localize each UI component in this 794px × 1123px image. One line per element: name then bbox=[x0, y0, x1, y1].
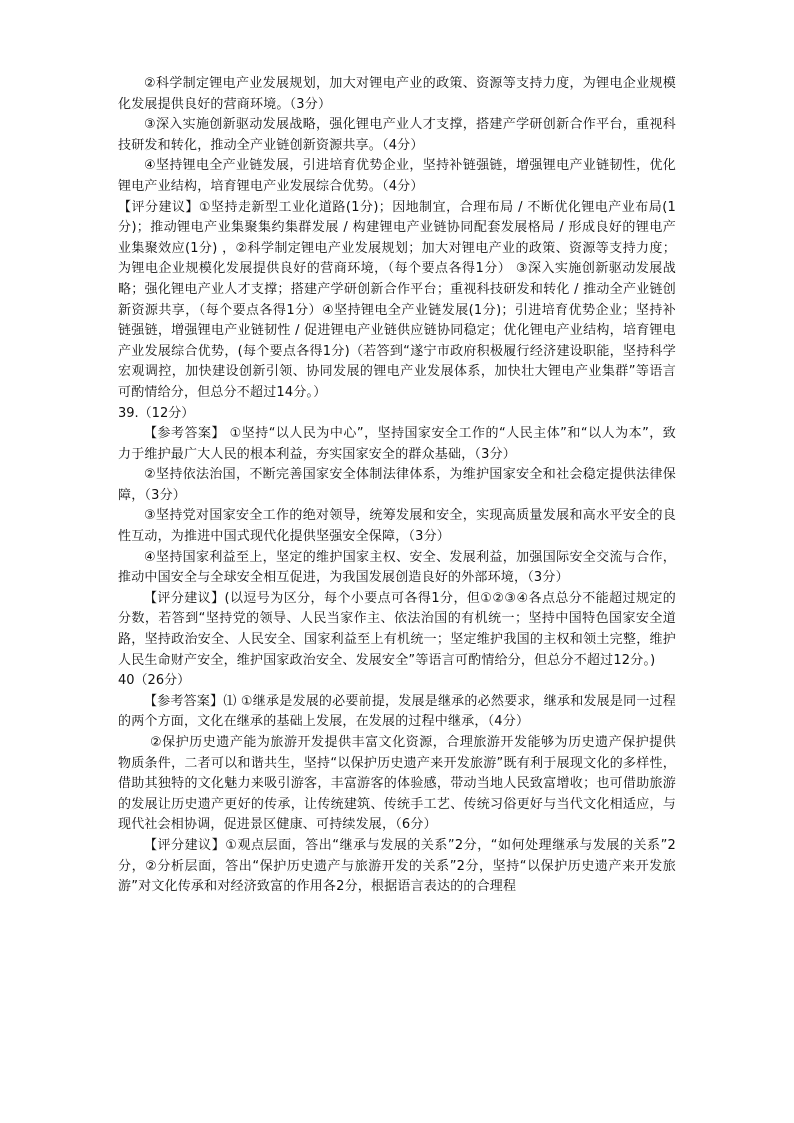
q38-answer-4: ④坚持锂电全产业链发展，引进培育优势企业，坚持补链强链，增强锂电产业链韧性，优化锂电产业结构，培育锂电产业发展综合优势。（4分） bbox=[118, 158, 676, 194]
q39-answer-3: ③坚持党对国家安全工作的绝对领导，统筹发展和安全，实现高质量发展和高水平安全的良性互动，为推进中国式现代化提供坚强安全保障，（3分） bbox=[118, 508, 676, 545]
q39-scoring-advice: 【评分建议】(以逗号为区分，每个小要点可各得1分，但①②③④各点总分不能超过规定的分数，若答到“坚持党的领导、人民当家作主、依法治国的有机统一；坚持中国特色国家安全道路，坚持政治安全、人民安全、国家利益至上有机统一；坚定维护我国的主权和领土完整，维护人民生命财产安全，维护国家政治安全、发展安全”等语言可酌情给分，但总分不超过12分。) bbox=[118, 590, 676, 668]
q40-scoring-advice: 【评分建议】①观点层面，答出“继承与发展的关系”2分，“如何处理继承与发展的关系”2分，②分析层面，答出“保护历史遗产与旅游开发的关系”2分，坚持“以保护历史遗产来开发旅游”对文化传承和对经济致富的作用各2分，根据语言表达的的合理程 bbox=[118, 837, 676, 895]
q39-header: 39.（12分） bbox=[118, 405, 195, 421]
q39-answer-4: ④坚持国家利益至上，坚定的维护国家主权、安全、发展利益，加强国际安全交流与合作，推动中国安全与全球安全相互促进，为我国发展创造良好的外部环境，（3分） bbox=[118, 549, 676, 586]
q38-scoring-advice: 【评分建议】①坚持走新型工业化道路(1分)；因地制宜，合理布局 / 不断优化锂电产业布局(1分)；推动锂电产业集聚集约集群发展 / 构建锂电产业链协同配套发展格局 / 形成良好的锂电产业集聚效应(1分) ，②科学制定锂电产业发展规划；加大对锂电产业的政策、资源等支持力度；为锂电企业规模化发展提供良好的营商环境，（每个要点各得1分） ③深入实施创新驱动发展战略；强化锂电产业人才支撑；搭建产学研创新合作平台；重视科技研发和转化 / 推动全产业链创新资源共享，（每个要点各得1分）④坚持锂电全产业链发展(1分)；引进培育优势企业；坚持补链强链，增强锂电产业链韧性 / 促进锂电产业链供应链协同稳定；优化锂电产业结构，培育锂电产业发展综合优势，(每个要点各得1分)（若答到“遂宁市政府积极履行经济建设职能，坚持科学宏观调控，加快建设创新引领、协同发展的锂电产业发展体系，加快壮大锂电产业集群”等语言可酌情给分，但总分不超过14分。） bbox=[118, 199, 676, 400]
answer-key-page bbox=[118, 74, 676, 898]
q40-header: 40（26分） bbox=[118, 673, 191, 689]
q39-answer-2: ②坚持依法治国，不断完善国家安全体制法律体系，为维护国家安全和社会稳定提供法律保障，（3分） bbox=[118, 467, 676, 503]
q38-answer-3: ③深入实施创新驱动发展战略，强化锂电产业人才支撑，搭建产学研创新合作平台，重视科技研发和转化，推动全产业链创新资源共享。（4分） bbox=[118, 117, 676, 153]
q39-reference-answer: 【参考答案】 ①坚持“以人民为中心”，坚持国家安全工作的“人民主体”和“以人为本”，致力于维护最广大人民的根本利益，夯实国家安全的群众基础，（3分） bbox=[118, 426, 676, 462]
q40-reference-answer: 【参考答案】⑴ ①继承是发展的必要前提，发展是继承的必然要求，继承和发展是同一过程的两个方面，文化在继承的基础上发展，在发展的过程中继承，（4分） bbox=[118, 693, 676, 730]
q38-answer-2: ②科学制定锂电产业发展规划，加大对锂电产业的政策、资源等支持力度，为锂电企业规模化发展提供良好的营商环境。（3分） bbox=[118, 76, 676, 112]
q40-answer-2: ②保护历史遗产能为旅游开发提供丰富文化资源，合理旅游开发能够为历史遗产保护提供物质条件，二者可以和谐共生，坚持“以保护历史遗产来开发旅游”既有利于展现文化的多样性，借助其独特的文化魅力来吸引游客，丰富游客的体验感，带动当地人民致富增收；也可借助旅游的发展让历史遗产更好的传承，让传统建筑、传统手工艺、传统习俗更好与当代文化相适应，与现代社会相协调，促进景区健康、可持续发展，（6分） bbox=[118, 735, 676, 833]
